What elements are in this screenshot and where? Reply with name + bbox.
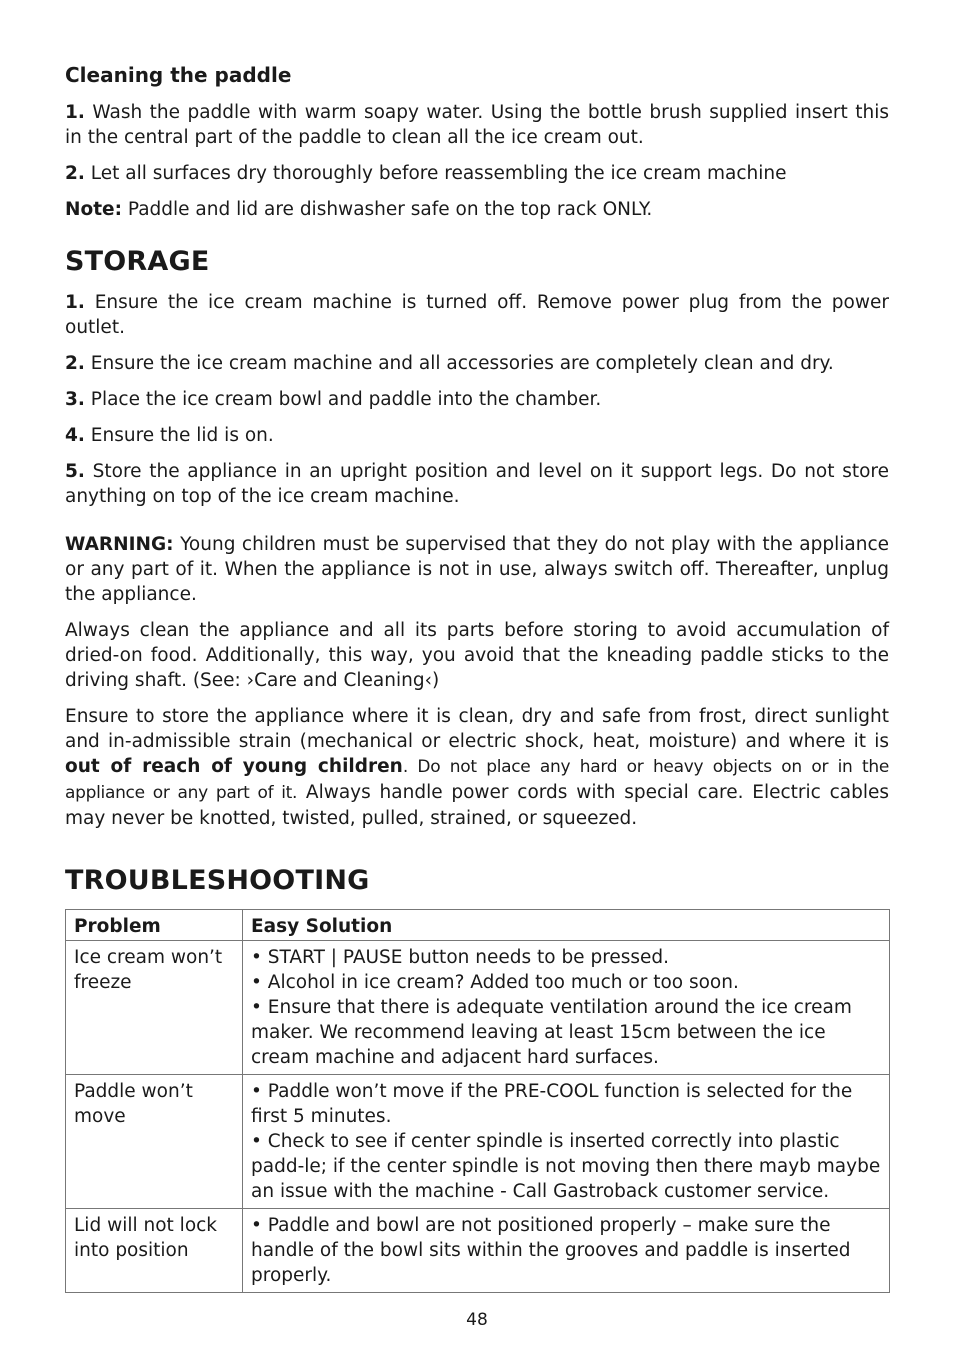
problem-cell: Ice cream won’t freeze [66,941,243,1075]
storage-heading: STORAGE [65,246,210,277]
storage-step-4 [65,423,889,448]
storage-step-3 [65,387,889,412]
solution-cell [243,1209,890,1293]
storage-step-5 [65,459,889,509]
step-text: Let all surfaces dry thoroughly before reassembling the ice cream machine [90,163,787,184]
document-page [65,60,889,1293]
step-number: 3. [65,389,85,410]
heavy-objects-text: . Do not place any hard or heavy objects on or in the appliance or any part of it. [65,757,889,803]
solution-item: • START | PAUSE button needs to be pressed. [251,947,670,968]
header-easy-solution: Easy Solution [243,910,890,941]
page-number: 48 [466,1310,488,1330]
step-text: Ensure the ice cream machine is turned off. Remove power plug from the power outlet. [65,292,889,338]
note-text: Paddle and lid are dishwasher safe on the top rack ONLY. [127,199,653,220]
step-number: 2. [65,353,85,374]
warning-paragraph [65,532,889,607]
header-problem: Problem [66,910,243,941]
cleaning-note [65,197,889,222]
solution-item: • Ensure that there is adequate ventilation around the ice cream maker. We recommend leaving at least 15cm between the ice cream machine and adjacent hard surfaces. [251,997,852,1068]
table-header-row [66,910,890,941]
solution-item: • Paddle won’t move if the PRE-COOL function is selected for the first 5 minutes. [251,1081,853,1127]
note-label: Note: [65,199,122,220]
table-row [66,1075,890,1209]
storage-step-1 [65,290,889,340]
problem-cell: Lid will not lock into position [66,1209,243,1293]
solution-cell [243,1075,890,1209]
storage-step-2 [65,351,889,376]
step-text: Store the appliance in an upright position and level on it support legs. Do not store anything on top of the ice cream machine. [65,461,889,507]
warning-label: WARNING: [65,534,174,555]
problem-cell: Paddle won’t move [66,1075,243,1209]
solution-cell [243,941,890,1075]
storage-location-text: Ensure to store the appliance where it is clean, dry and safe from frost, direct sunlight and in-admissible strain (mechanical or electric shock, heat, moisture) and where it is [65,706,889,752]
solution-item: • Alcohol in ice cream? Added too much or too soon. [251,972,739,993]
clean-before-storing-paragraph: Always clean the appliance and all its parts before storing to avoid accumulation of dried-on food. Additionally, this way, you avoid that the kneading paddle sticks to the driving shaft. (See: ›Care and Cleaning‹) [65,620,889,691]
step-number: 1. [65,102,85,123]
cleaning-paddle-heading: Cleaning the paddle [65,63,292,87]
solution-item: • Check to see if center spindle is inserted correctly into plastic padd-le; if the center spindle is not moving then there mayb maybe an issue with the machine - Call Gastroback customer service. [251,1131,881,1202]
solution-item: • Paddle and bowl are not positioned properly – make sure the handle of the bowl sits within the grooves and paddle is inserted properly. [251,1215,851,1286]
table-row [66,1209,890,1293]
cleaning-step-2 [65,161,889,186]
warning-text: Young children must be supervised that they do not play with the appliance or any part of it. When the appliance is not in use, always switch off. Thereafter, unplug the appliance. [65,534,889,605]
step-text: Wash the paddle with warm soapy water. Using the bottle brush supplied insert this in the central part of the paddle to clean all the ice cream out. [65,102,889,148]
step-number: 5. [65,461,85,482]
out-of-reach-text: out of reach of young children [65,756,403,777]
step-text: Ensure the lid is on. [90,425,274,446]
troubleshooting-heading: TROUBLESHOOTING [65,865,370,896]
step-number: 4. [65,425,85,446]
step-text: Place the ice cream bowl and paddle into the chamber. [90,389,602,410]
storage-location-paragraph [65,704,889,831]
troubleshooting-table [65,909,890,1293]
power-cords-text: Always handle power cords with special care. Electric cables may never be knotted, twisted, pulled, strained, or squeezed. [65,782,889,829]
step-number: 1. [65,292,85,313]
step-text: Ensure the ice cream machine and all accessories are completely clean and dry. [90,353,834,374]
cleaning-step-1 [65,100,889,150]
step-number: 2. [65,163,85,184]
table-row [66,941,890,1075]
